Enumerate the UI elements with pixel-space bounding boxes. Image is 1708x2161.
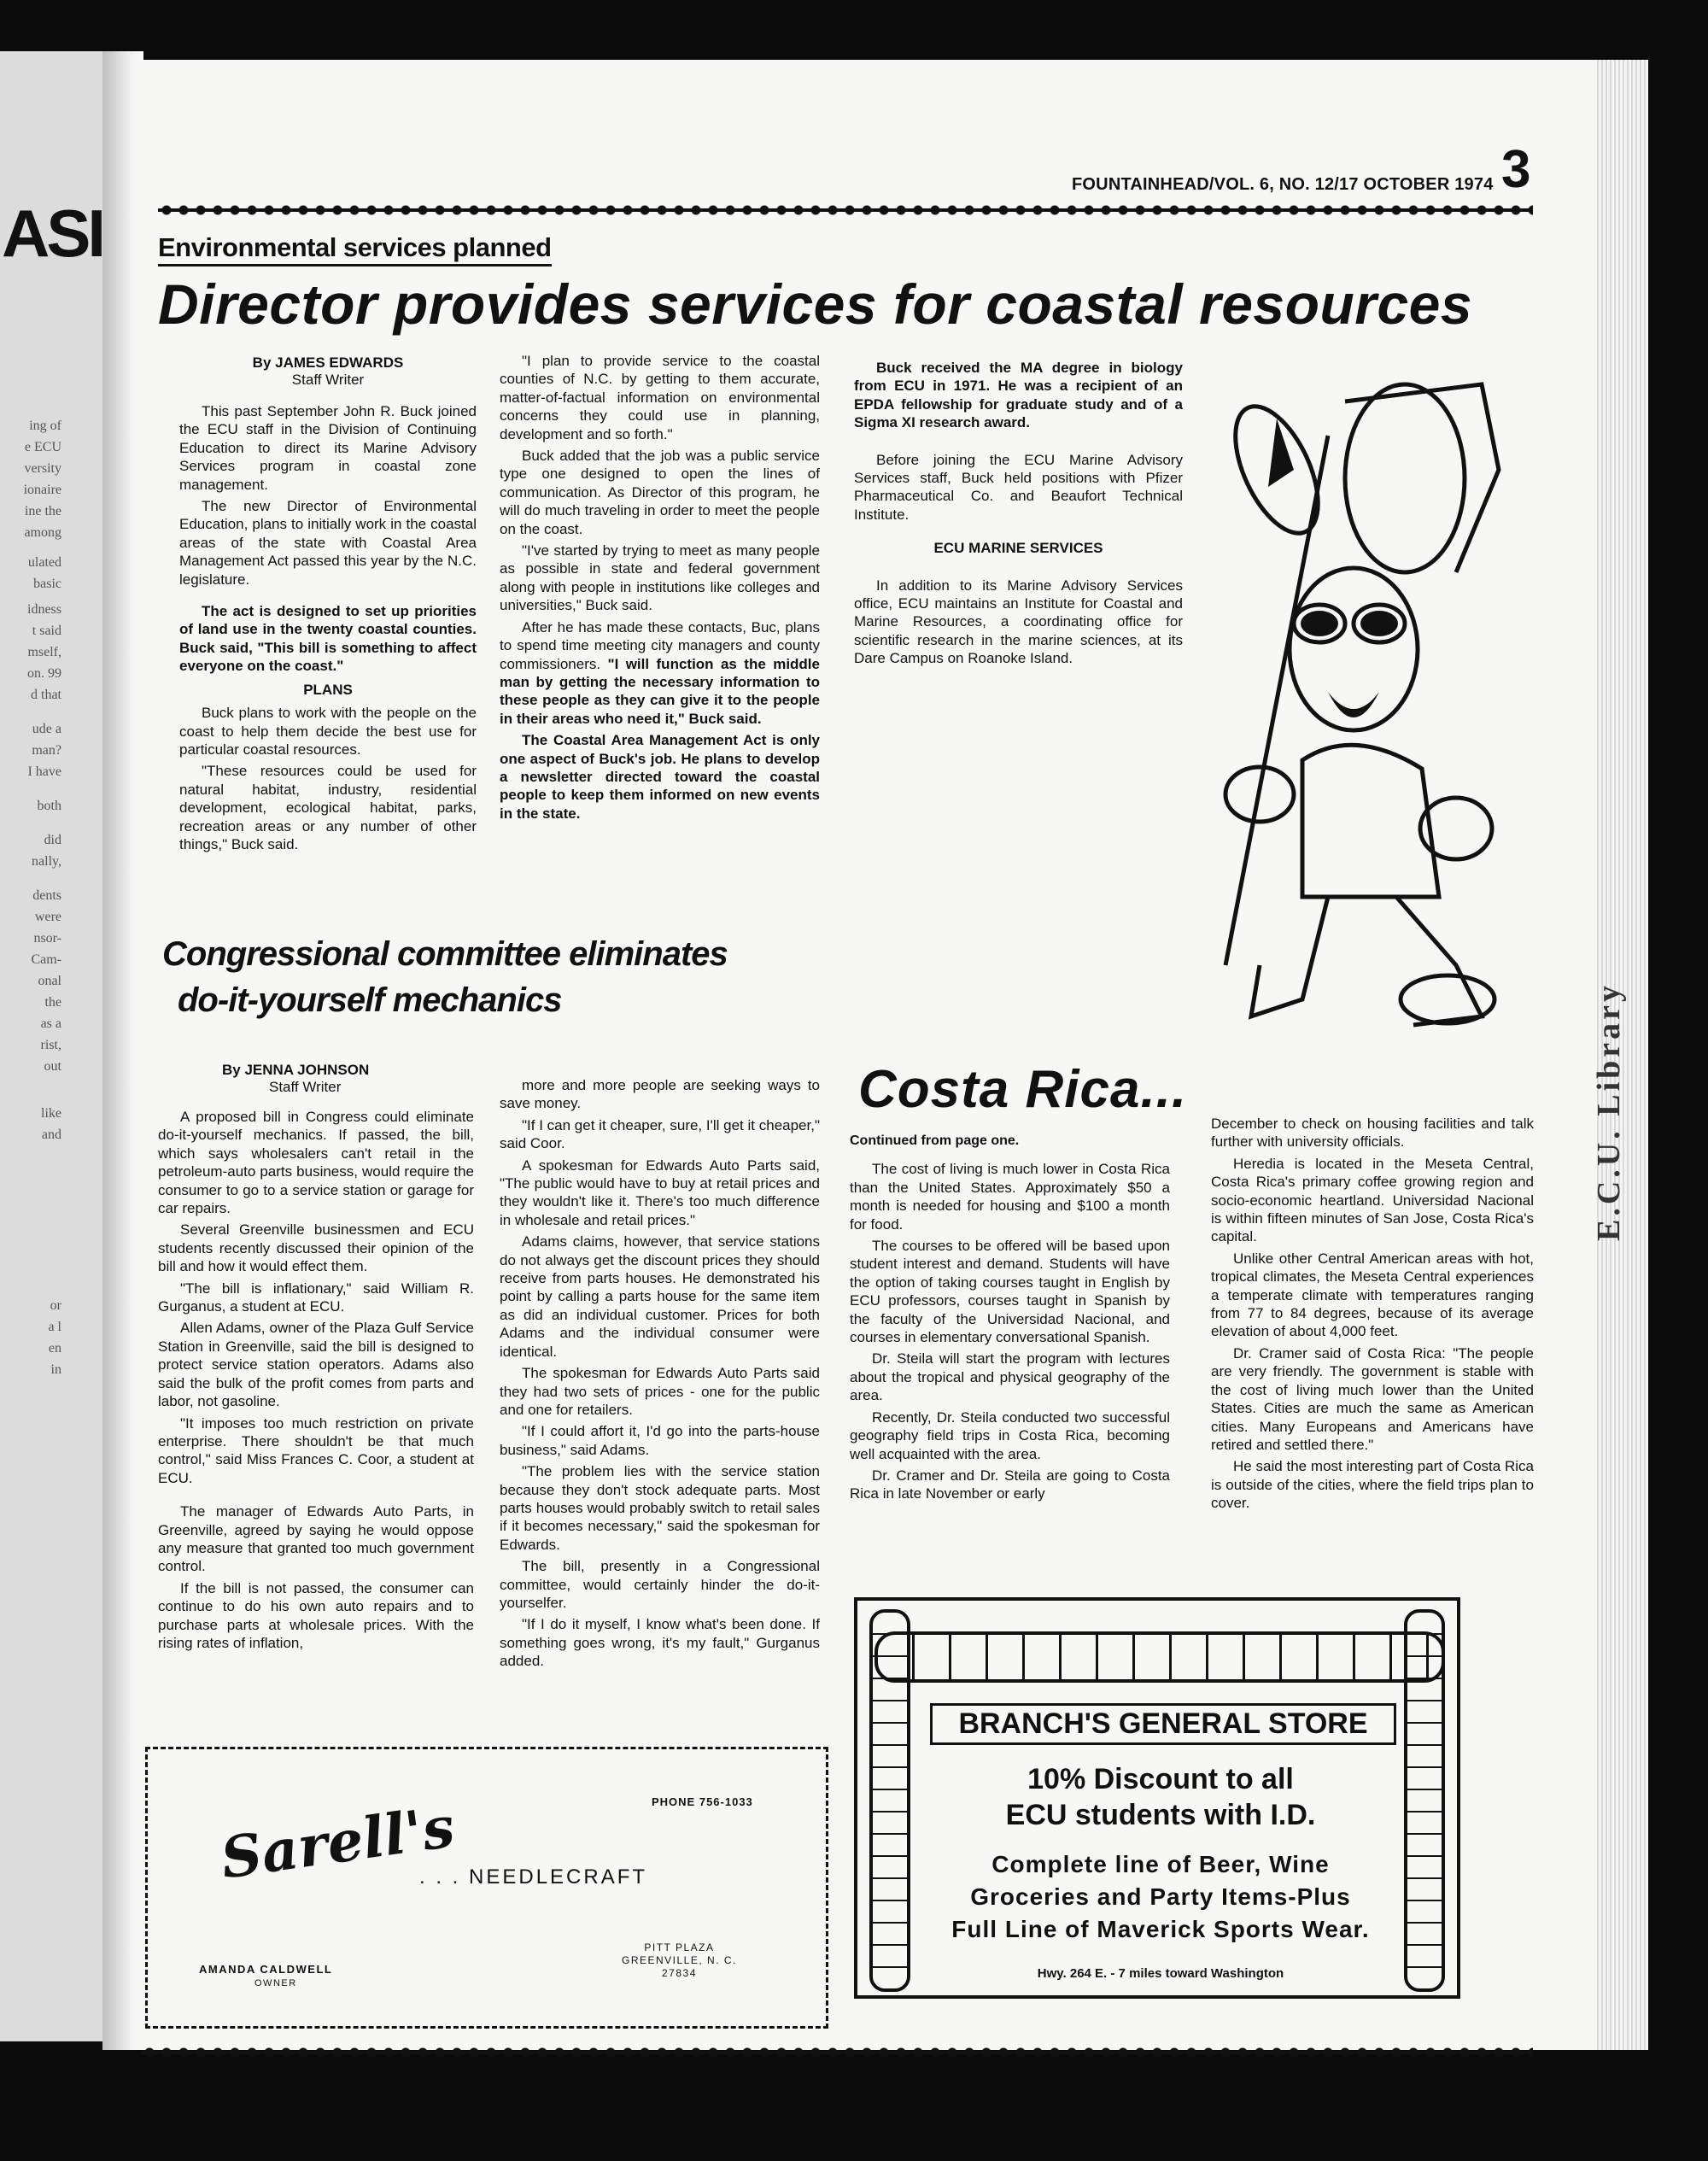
facing-page-text-fragment: ude a [32,722,61,736]
paragraph: "If I could affort it, I'd go into the parts-house business," said Adams. [500,1423,820,1458]
ad-discount [917,1761,1404,1833]
facing-page-text-fragment: onal [38,974,61,988]
facing-page-text-fragment: d that [31,688,61,702]
paragraph: In addition to its Marine Advisory Services office, ECU maintains an Institute for Coastal and Marine Resources, a coordinating office for scientific research in the marine sciences, at its Dare Campus on Roanoke Island. [854,577,1183,667]
paragraph: Before joining the ECU Marine Advisory Services staff, Buck held positions with Pfizer Pharmaceutical Co. and Beaufort Technical Institute. [854,451,1183,523]
facing-page-text-fragment: ulated [27,555,61,570]
paragraph: Recently, Dr. Steila conducted two successful geography field trips in Costa Rica, becoming well acquainted with the area. [850,1408,1170,1462]
facing-page-text-fragment: rist, [40,1038,61,1052]
facing-page-headline-fragment: АSI [2,196,103,271]
paragraph: Dr. Steila will start the program with lectures about the tropical and physical geography of the area. [850,1350,1170,1404]
facing-page-text-fragment: the [44,995,61,1010]
facing-page-text-fragment: out [44,1059,61,1074]
product-line: Complete line of Beer, Wine [991,1851,1330,1877]
paragraph: "The bill is inflationary," said William R. Gurganus, a student at ECU. [158,1280,474,1315]
facing-page-text-fragment: did [44,833,61,847]
story2-headline [162,931,728,1023]
paragraph: Adams claims, however, that service stations do not always get the discount prices they should receive from parts houses. He demonstrated his point by calling a parts house for the same item as did an individual customer. Prices for both Adams and the individual consumer were identical. [500,1233,820,1360]
paragraph: The Coastal Area Management Act is only one aspect of Buck's job. He plans to develop a newsletter directed toward the coastal people to keep them informed on new events in the state. [500,732,820,822]
paragraph: "These resources could be used for natural habitat, industry, residential development, ecological habitat, parks, recreation areas or any number of other things," Buck said. [179,763,477,852]
paragraph: A spokesman for Edwards Auto Parts said, "The public would have to buy at retail prices and they wouldn't like it. There's too much difference in wholesale and retail prices." [500,1157,820,1228]
paragraph: He said the most interesting part of Costa Rica is outside of the cities, where the field trips plan to cover. [1211,1458,1534,1512]
byline-name: By JENNA JOHNSON [222,1062,370,1078]
facing-page-text-fragment: I have [27,764,61,779]
paragraph-part: After he has made these contacts, Buc, plans to spend time meeting city managers and county commissioners. [500,618,820,672]
ad-phone: PHONE 756-1033 [652,1795,753,1808]
paragraph: The manager of Edwards Auto Parts, in Greenville, agreed by saying he would oppose any measure that granted too much government control. [158,1503,474,1575]
story2-byline [158,1062,474,1096]
facing-page-text-fragment: and [41,1127,61,1142]
facing-page-text-fragment: Cam- [31,952,61,967]
facing-page-text-fragment: both [37,799,61,813]
facing-page-text-fragment: ing of [29,419,61,433]
story2-column-1 [158,1062,474,1655]
paragraph: "It imposes too much restriction on private enterprise. There shouldn't be that much control," said Miss Frances C. Coor, a student at ECU. [158,1414,474,1486]
story1-column-1 [179,354,477,857]
paragraph: Allen Adams, owner of the Plaza Gulf Service Station in Greenville, said the bill is designed to protect service station operators. Adams also said the bulk of the profit comes from parts and labor, not gasoline. [158,1320,474,1410]
story1-column-3 [854,359,1183,671]
headline-line: do-it-yourself mechanics [178,981,562,1019]
subhead-marine-services: ECU MARINE SERVICES [933,540,1103,557]
facing-page-text-fragment: on. 99 [27,666,61,681]
top-rule [158,203,1533,217]
facing-page-text-fragment: ionaire [23,483,61,497]
cartoon-illustration [1200,367,1533,1051]
facing-page-text-fragment: nsor- [33,931,61,946]
ad-owner-role: OWNER [254,1978,297,1988]
paragraph: "If I can get it cheaper, sure, I'll get it cheaper," said Coor. [500,1116,820,1152]
bottom-rule [141,2046,1533,2059]
paragraph: Buck received the MA degree in biology from ECU in 1971. He was a recipient of an EPDA fellowship for graduate study and of a Sigma XI research award. [854,360,1183,431]
paragraph: The act is designed to set up priorities of land use in the twenty coastal counties. Buck said, "This bill is something to affect everyone on the coast." [179,603,477,675]
paragraph: Buck plans to work with the people on the coast to help them decide the best use for particular coastal resources. [179,705,477,758]
paragraph: more and more people are seeking ways to save money. [500,1077,820,1112]
address-line: 27834 [662,1967,697,1979]
facing-page-text-fragment: t said [32,624,61,638]
paragraph: A proposed bill in Congress could eliminate do-it-yourself mechanics. If passed, the bill, which says wholesalers can't retail in the petroleum-auto parts business, would require the consumer to go to a service station or garage for car repairs. [158,1109,474,1217]
paragraph: "If I do it myself, I know what's been done. If something goes wrong, it's my fault," Gurganus added. [500,1616,820,1670]
page-number: 3 [1501,140,1531,199]
facing-page-text-fragment: a l [48,1320,61,1334]
paragraph: The bill, presently in a Congressional committee, would certainly hinder the do-it-yourselfer. [500,1558,820,1611]
subhead-plans: PLANS [303,681,353,698]
facing-page-text-fragment: basic [33,577,61,591]
address-line: GREENVILLE, N. C. [622,1954,737,1966]
paragraph: December to check on housing facilities and talk further with university officials. [1211,1116,1534,1151]
ad-address [622,1941,737,1980]
paragraph: Several Greenville businessmen and ECU students recently discussed their opinion of the bill and how it would effect them. [158,1221,474,1275]
facing-page-text-fragment: dents [32,888,61,903]
story1-byline [179,354,477,389]
facing-page-text-fragment: or [50,1298,61,1313]
story3-column-2 [1211,1115,1534,1516]
facing-page-text-fragment: ine the [24,504,61,518]
facing-page-fragment [0,51,111,2041]
ad-directions: Hwy. 264 E. - 7 miles toward Washington [1037,1966,1284,1981]
sarells-needlecraft-ad [145,1747,828,2029]
facing-page-text-fragment: idness [27,602,61,617]
paragraph: The spokesman for Edwards Auto Parts said they had two sets of prices - one for the public and one for retailers. [500,1365,820,1418]
ad-wooden-beam [874,1631,1445,1683]
paragraph: Dr. Cramer and Dr. Steila are going to Costa Rica in late November or early [850,1467,1170,1502]
byline-role: Staff Writer [291,372,365,388]
paragraph: "I plan to provide service to the coastal counties of N.C. by getting to them accurate, matter-of-factual information on environmental concerns they could use in planning, development and so forth." [500,353,820,442]
address-line: PITT PLAZA [644,1941,715,1953]
story2-column-2 [500,1076,820,1674]
paragraph: Dr. Cramer said of Costa Rica: "The people are very friendly. The government is stable with the cost of living much lower than the United States. Cities are much the same as American cities. Many Europeans and Americans have retired and settled there." [1211,1344,1534,1453]
paragraph: The courses to be offered will be based upon student interest and demand. Students will have the option of taking courses taught in English by ECU professors, courses taught in Spanish by the faculty of the Universidad Nacional, and courses in elementary conversational Spanish. [850,1238,1170,1346]
library-stamp: E.C.U. Library [1591,982,1627,1241]
ad-owner-name: AMANDA CALDWELL [199,1963,333,1976]
paragraph [500,618,820,728]
byline-role: Staff Writer [269,1079,342,1095]
paragraph: This past September John R. Buck joined the ECU staff in the Division of Continuing Education to direct its Marine Advisory Services program in coastal zone management. [179,403,477,493]
ad-tagline: . . . NEEDLECRAFT [419,1865,648,1889]
branchs-general-store-ad [854,1597,1460,1999]
facing-page-text-fragment: en [48,1341,61,1356]
facing-page-text-fragment: in [50,1362,61,1377]
discount-line: ECU students with I.D. [1005,1799,1316,1831]
facing-page-text-fragment: nally, [32,854,61,869]
facing-page-text-fragment: like [41,1106,61,1121]
facing-page-text-fragment: among [24,525,61,540]
paragraph: Heredia is located in the Meseta Central, Costa Rica's primary coffee growing region and socio-economic heartland. Universidad Nacional is within fifteen minutes of San Jose, Costa Rica's capital. [1211,1155,1534,1245]
story3-headline: Costa Rica... [858,1060,1188,1119]
facing-page-text-fragment: man? [32,743,61,758]
paragraph: The cost of living is much lower in Costa Rica than the United States. Approximately $50 a month is needed for housing and $100 a month for food. [850,1161,1170,1233]
sarells-logo: Sarell's [216,1793,459,1892]
story1-column-2 [500,352,820,826]
continued-note: Continued from page one. [850,1133,1020,1148]
folio-line: FOUNTAINHEAD/VOL. 6, NO. 12/17 OCTOBER 1974 [1072,175,1494,194]
ad-store-name: BRANCH'S GENERAL STORE [930,1703,1396,1745]
headline-line: Congressional committee eliminates [162,935,728,973]
paragraph: Buck added that the job was a public service type one designed to open the lines of communication. As Director of this program, he will do much traveling in order to meet the people on the coast. [500,448,820,537]
discount-line: 10% Discount to all [1027,1763,1294,1795]
facing-page-text-fragment: e ECU [24,440,61,454]
paragraph: The new Director of Environmental Education, plans to initially work in the coastal areas of the state with Coastal Area Management Act passed this year by the N.C. legislature. [179,498,477,588]
facing-page-text-fragment: versity [24,461,61,476]
byline-name: By JAMES EDWARDS [252,354,404,371]
paragraph: If the bill is not passed, the consumer can continue to do his own auto repairs and to purchase parts at wholesale prices. With the rising rates of inflation, [158,1579,474,1651]
facing-page-text-fragment: were [34,910,61,924]
ad-product-lines [909,1848,1413,1946]
facing-page-text-fragment: mself, [27,645,61,659]
paragraph: "I've started by trying to meet as many people as possible in state and federal government along with people in institutions like colleges and universities," Buck said. [500,542,820,614]
story1-kicker: Environmental services planned [158,232,552,266]
paragraph: "The problem lies with the service station because they don't stock adequate parts. Most parts houses would probably switch to retail sales if it becomes necessary," said the spokesman for Edwards. [500,1463,820,1553]
facing-page-text-fragment: as a [40,1016,61,1031]
product-line: Full Line of Maverick Sports Wear. [951,1916,1370,1942]
story1-headline: Director provides services for coastal resources [158,272,1473,336]
story3-column-1 [850,1132,1170,1507]
paragraph-part-bold: "I will function as the middle man by getting the necessary information to these people as they can give it to the people in their areas who need it," Buck said. [500,655,820,727]
product-line: Groceries and Party Items-Plus [970,1883,1351,1910]
paragraph: Unlike other Central American areas with hot, tropical climates, the Meseta Central experiences a temperate climate with temperatures ranging from 77 to 84 degrees, because of its average elevation of about 4,000 feet. [1211,1250,1534,1340]
